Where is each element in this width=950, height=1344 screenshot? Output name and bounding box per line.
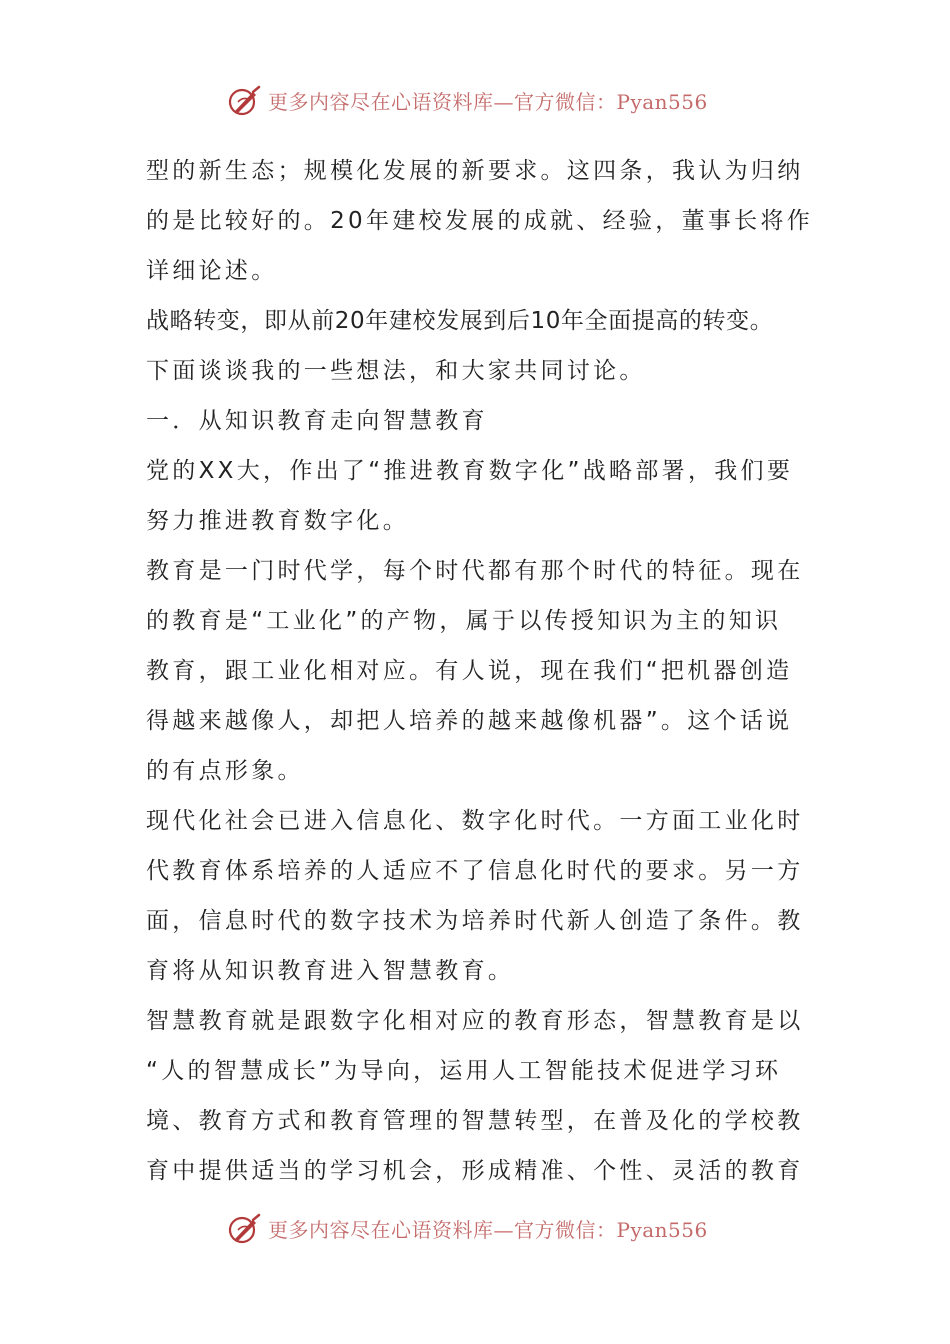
body-line: 境、教育方式和教育管理的智慧转型，在普及化的学校教 bbox=[146, 1108, 804, 1134]
body-line: 战略转变，即从前20年建校发展到后10年全面提高的转变。 bbox=[146, 308, 774, 334]
section-heading: 一．从知识教育走向智慧教育 bbox=[146, 408, 488, 434]
watermark-text: 更多内容尽在心语资料库—官方微信：Pyan556 bbox=[268, 1218, 708, 1242]
footer-watermark-banner bbox=[0, 1208, 950, 1252]
body-line: “人的智慧成长”为导向，运用人工智能技术促进学习环 bbox=[146, 1058, 782, 1084]
body-line: 智慧教育就是跟数字化相对应的教育形态，智慧教育是以 bbox=[146, 1008, 804, 1034]
body-line: 面，信息时代的数字技术为培养时代新人创造了条件。教 bbox=[146, 908, 804, 934]
body-line: 代教育体系培养的人适应不了信息化时代的要求。另一方 bbox=[146, 858, 804, 884]
watermark-text: 更多内容尽在心语资料库—官方微信：Pyan556 bbox=[268, 90, 708, 114]
header-watermark-banner bbox=[0, 80, 950, 124]
body-line: 的是比较好的。20年建校发展的成就、经验，董事长将作 bbox=[146, 208, 814, 234]
body-line: 的教育是“工业化”的产物，属于以传授知识为主的知识 bbox=[146, 608, 782, 634]
body-line: 党的XX大，作出了“推进教育数字化”战略部署，我们要 bbox=[146, 458, 794, 484]
body-line: 努力推进教育数字化。 bbox=[146, 508, 409, 534]
body-line: 育将从知识教育进入智慧教育。 bbox=[146, 958, 515, 984]
quill-logo-icon bbox=[226, 1212, 262, 1248]
document-body bbox=[146, 146, 836, 1196]
body-line: 得越来越像人，却把人培养的越来越像机器”。这个话说 bbox=[146, 708, 793, 734]
body-line: 教育，跟工业化相对应。有人说，现在我们“把机器创造 bbox=[146, 658, 793, 684]
body-line: 下面谈谈我的一些想法，和大家共同讨论。 bbox=[146, 358, 646, 384]
body-line: 型的新生态；规模化发展的新要求。这四条，我认为归纳 bbox=[146, 158, 804, 184]
body-line: 教育是一门时代学，每个时代都有那个时代的特征。现在 bbox=[146, 558, 804, 584]
body-line: 现代化社会已进入信息化、数字化时代。一方面工业化时 bbox=[146, 808, 804, 834]
body-line: 育中提供适当的学习机会，形成精准、个性、灵活的教育 bbox=[146, 1158, 804, 1184]
quill-logo-icon bbox=[226, 84, 262, 120]
body-line: 的有点形象。 bbox=[146, 758, 304, 784]
body-line: 详细论述。 bbox=[146, 258, 278, 284]
